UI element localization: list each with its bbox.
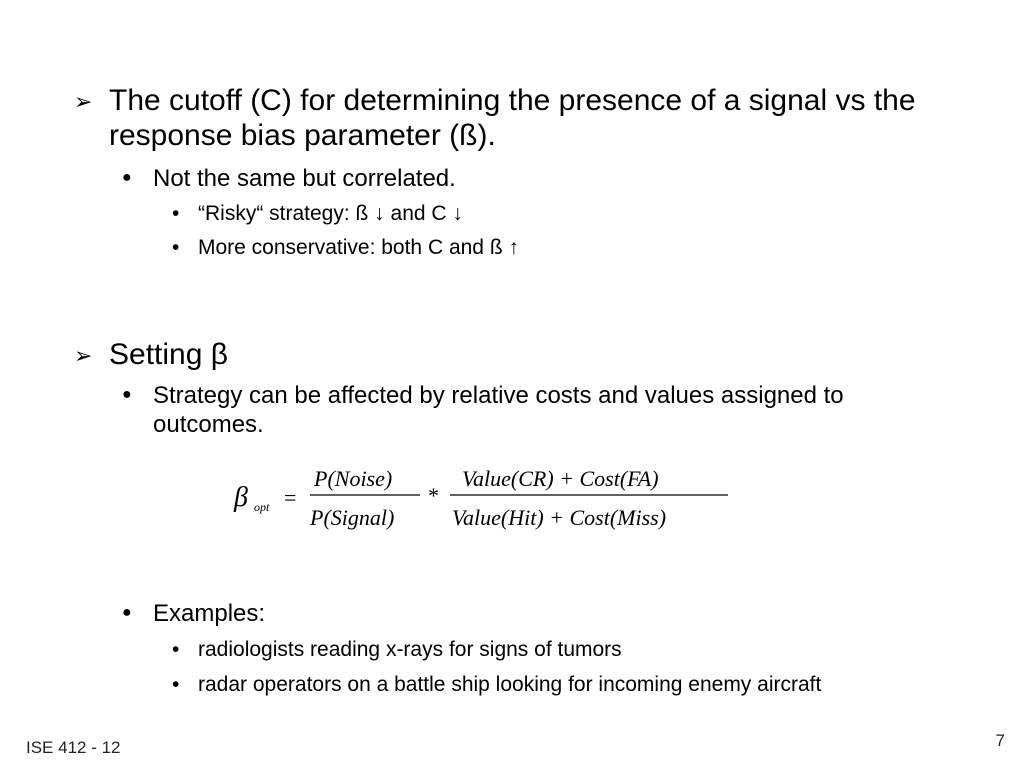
sub-sub-bullet-text: “Risky“ strategy: ß ↓ and C ↓ [198,202,463,225]
filled-dot-icon: ● [122,169,132,186]
formula-frac2-denominator: Value(Hit) + Cost(Miss) [452,505,667,530]
sub-sub-bullet-conservative [172,235,932,260]
sub-sub-bullet-text: More conservative: both C and ß ↑ [198,236,519,259]
sub-bullet-examples [122,599,952,628]
formula-equals: = [284,485,297,510]
formula-subscript: opt [254,500,270,514]
arrowhead-icon: ➢ [74,89,93,114]
formula-frac1-numerator: P(Noise) [314,466,393,491]
arrowhead-icon: ➢ [74,343,93,368]
small-dot-icon: • [172,638,180,661]
sub-sub-bullet-risky [172,201,932,226]
footer-course-label: ISE 412 - 12 [26,738,121,757]
example-radiologists [172,637,932,662]
sub-bullet-text: Not the same but correlated. [153,165,456,192]
formula-frac2-numerator: Value(CR) + Cost(FA) [462,466,659,491]
sub-bullet-correlated [122,164,952,193]
formula-times: * [428,483,439,508]
formula-svg [230,460,750,540]
example-text: radiologists reading x-rays for signs of tumors [198,638,622,661]
sub-bullet-text: Strategy can be affected by relative costs and values assigned to outcomes. [153,382,844,438]
example-text: radar operators on a battle ship looking for incoming enemy aircraft [198,673,822,696]
formula-frac1-denominator: P(Signal) [310,505,395,530]
sub-bullet-strategy [122,381,952,439]
bullet-text: Setting β [109,338,228,371]
filled-dot-icon: ● [122,386,132,403]
filled-dot-icon: ● [122,604,132,621]
bullet-cutoff-vs-bias [74,83,954,153]
small-dot-icon: • [172,673,180,696]
footer-page-number: 7 [995,731,1005,750]
bullet-setting-beta [74,337,954,372]
formula-beta-symbol: β [234,482,248,513]
example-radar-operators [172,672,892,697]
bullet-text: The cutoff (C) for determining the presence of a signal vs the response bias parameter (ß). [109,84,916,152]
beta-opt-formula [230,460,750,540]
sub-bullet-text: Examples: [153,600,266,627]
small-dot-icon: • [172,236,180,259]
small-dot-icon: • [172,202,180,225]
